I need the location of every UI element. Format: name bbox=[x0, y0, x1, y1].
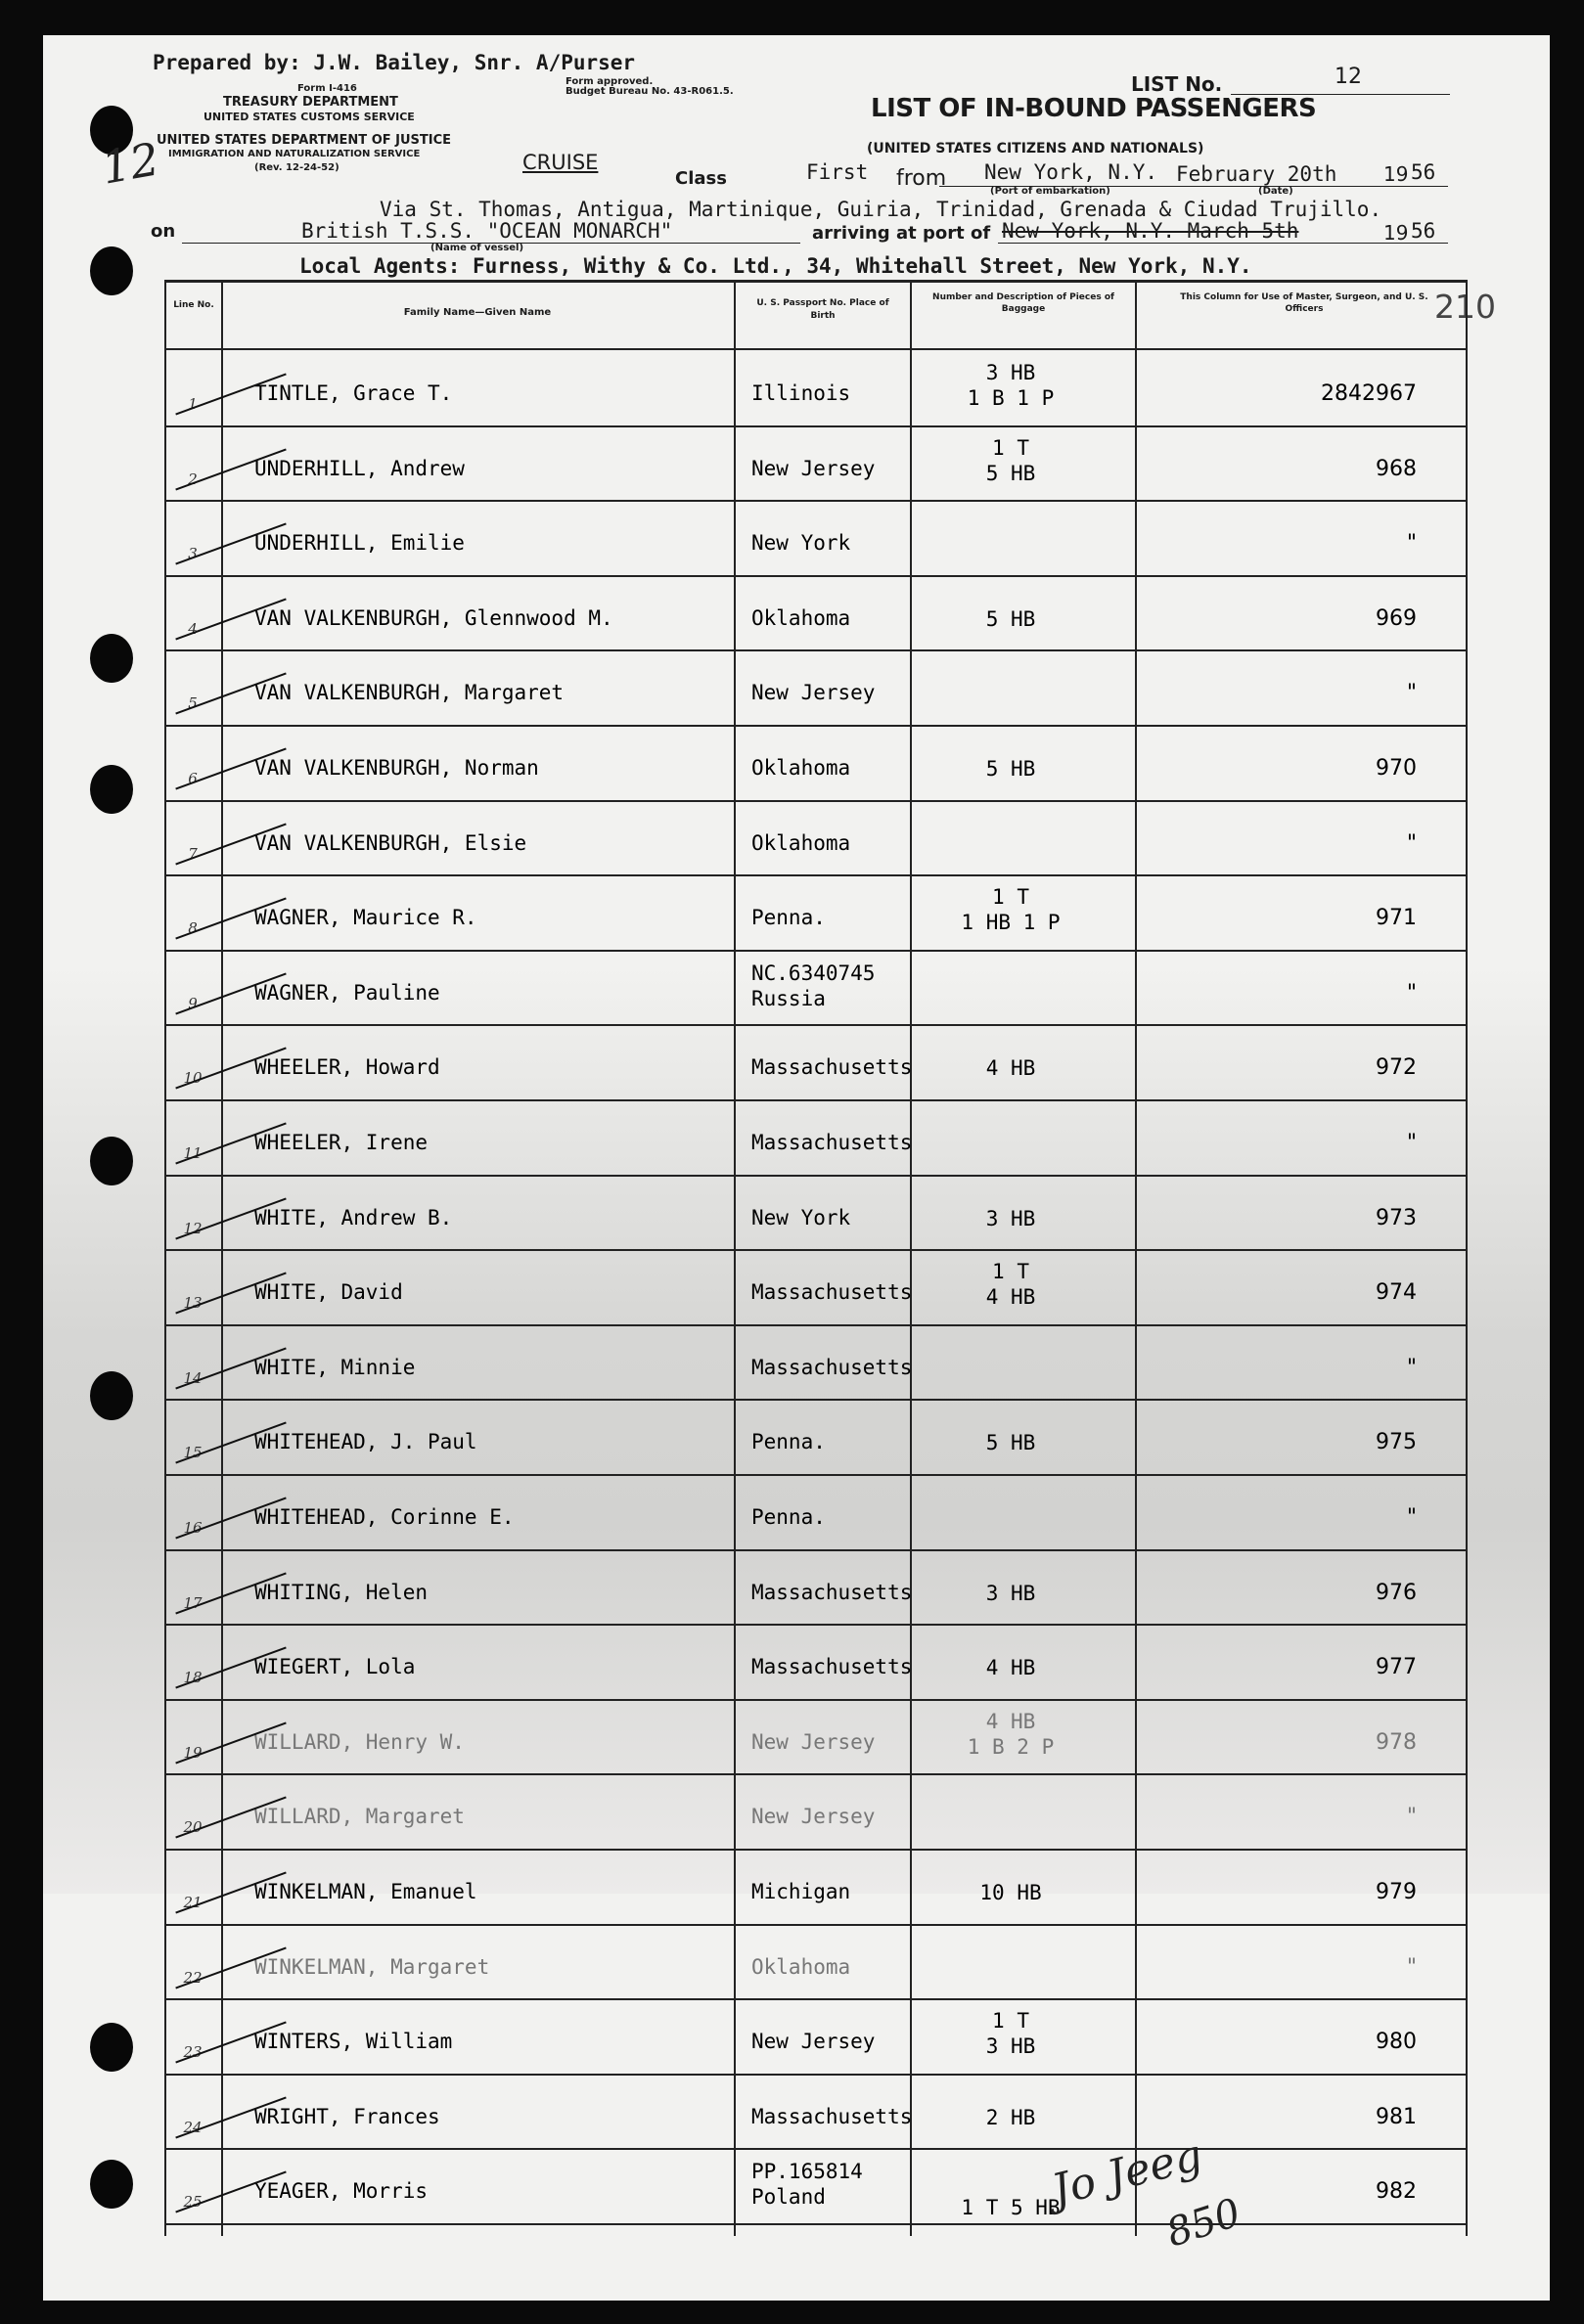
baggage: 1 T 5 HB bbox=[961, 2196, 1061, 2220]
table-row bbox=[164, 1175, 1468, 1252]
officer-number: " bbox=[1406, 1355, 1417, 1380]
passenger-name: WHITEHEAD, J. Paul bbox=[254, 1430, 477, 1454]
passenger-name: WHITE, Andrew B. bbox=[254, 1205, 453, 1229]
baggage-line-1: 1 T bbox=[992, 435, 1029, 460]
place-of-birth: Penna. bbox=[751, 1430, 826, 1454]
passenger-name: WHITING, Helen bbox=[254, 1580, 429, 1604]
arrival-year-prefix: 19 bbox=[1383, 221, 1409, 245]
place-of-birth: New Jersey bbox=[751, 456, 876, 480]
place-of-birth: New York bbox=[751, 531, 851, 556]
table-row bbox=[164, 1024, 1468, 1101]
place-of-birth: Penna. bbox=[751, 906, 826, 930]
passenger-name: WINKELMAN, Emanuel bbox=[254, 1880, 477, 1903]
place-of-birth: Oklahoma bbox=[751, 605, 851, 630]
place-of-birth: New Jersey bbox=[751, 2030, 876, 2054]
arrival-year: 56 bbox=[1411, 219, 1436, 243]
place-of-birth: New York bbox=[751, 1205, 851, 1229]
year-prefix: 19 bbox=[1383, 162, 1409, 186]
passport-number: NC.6340745 bbox=[751, 961, 876, 985]
place-of-birth: New Jersey bbox=[751, 1805, 876, 1829]
table-row bbox=[164, 500, 1468, 577]
punch-hole bbox=[90, 246, 133, 295]
col-line-no: Line No. bbox=[173, 300, 214, 310]
passenger-name: WILLARD, Henry W. bbox=[254, 1729, 465, 1754]
passenger-name: TINTLE, Grace T. bbox=[254, 381, 453, 405]
officer-number: 970 bbox=[1376, 756, 1417, 781]
baggage: 5 HB bbox=[985, 757, 1036, 781]
passenger-name: WHITE, David bbox=[254, 1280, 403, 1305]
place-of-birth: Oklahoma bbox=[751, 830, 851, 855]
table-row bbox=[164, 1773, 1468, 1851]
officer-number: " bbox=[1406, 1954, 1417, 1980]
passenger-table bbox=[164, 280, 1468, 2236]
immigration-service: IMMIGRATION AND NATURALIZATION SERVICE bbox=[168, 149, 421, 159]
table-row bbox=[164, 1849, 1468, 1926]
passenger-name: WHITE, Minnie bbox=[254, 1355, 416, 1379]
baggage: 4 HB bbox=[985, 1656, 1036, 1680]
table-row bbox=[164, 950, 1468, 1027]
punch-hole bbox=[90, 2023, 133, 2072]
place-of-birth: Massachusetts bbox=[751, 1655, 913, 1679]
punch-hole bbox=[90, 1137, 133, 1185]
passenger-name: WINTERS, William bbox=[254, 2030, 453, 2054]
passenger-name: VAN VALKENBURGH, Margaret bbox=[254, 681, 565, 705]
passenger-name: WRIGHT, Frances bbox=[254, 2104, 440, 2128]
customs-service: UNITED STATES CUSTOMS SERVICE bbox=[204, 111, 415, 123]
table-row bbox=[164, 575, 1468, 652]
punch-hole bbox=[90, 2160, 133, 2209]
baggage: 3 HB bbox=[985, 1206, 1036, 1230]
place-of-birth: Massachusetts bbox=[751, 1580, 913, 1604]
passenger-name: YEAGER, Morris bbox=[254, 2179, 429, 2204]
line-number: 11 bbox=[183, 1144, 203, 1162]
col-passport: U. S. Passport No. Place of Birth bbox=[756, 298, 889, 321]
table-row bbox=[164, 800, 1468, 877]
form-number: Form I-416 bbox=[297, 83, 357, 94]
line-number: 22 bbox=[183, 1968, 203, 1987]
baggage-line-2: 1 HB 1 P bbox=[961, 911, 1061, 935]
passenger-name: WINKELMAN, Margaret bbox=[254, 1954, 490, 1979]
baggage: 4 HB bbox=[985, 1056, 1036, 1081]
line-number: 12 bbox=[183, 1219, 203, 1237]
table-row bbox=[164, 1474, 1468, 1551]
baggage-line-1: 1 T bbox=[992, 1260, 1029, 1284]
table-row bbox=[164, 1249, 1468, 1326]
handwritten-note: 850 bbox=[1160, 2190, 1246, 2257]
vessel-name: British T.S.S. "OCEAN MONARCH" bbox=[301, 219, 673, 243]
officer-number: " bbox=[1406, 531, 1417, 557]
line-number: 10 bbox=[183, 1069, 203, 1088]
depart-year: 56 bbox=[1411, 160, 1436, 184]
table-row bbox=[164, 874, 1468, 952]
table-row bbox=[164, 1399, 1468, 1476]
arriving-label: arriving at port of bbox=[812, 223, 991, 244]
line-number: 20 bbox=[183, 1818, 203, 1837]
line-number: 2 bbox=[188, 469, 198, 488]
officer-number: 981 bbox=[1376, 2104, 1417, 2129]
table-row bbox=[164, 725, 1468, 802]
line-number: 17 bbox=[183, 1593, 203, 1612]
from-port: New York, N.Y. bbox=[984, 160, 1158, 184]
table-row bbox=[164, 425, 1468, 503]
col-officers: This Column for Use of Master, Surgeon, and U. S. Officers bbox=[1180, 292, 1428, 314]
baggage-line-1: 3 HB bbox=[985, 361, 1036, 384]
from-label: from bbox=[896, 166, 947, 191]
margin-number: 12 bbox=[97, 132, 163, 195]
table-row bbox=[164, 649, 1468, 727]
passenger-name: WIEGERT, Lola bbox=[254, 1655, 416, 1679]
table-row bbox=[164, 350, 1468, 427]
officer-number: 977 bbox=[1376, 1655, 1417, 1680]
table-row bbox=[164, 1699, 1468, 1776]
line-number: 25 bbox=[183, 2193, 203, 2212]
baggage-line-2: 5 HB bbox=[985, 461, 1036, 485]
passenger-name: VAN VALKENBURGH, Glennwood M. bbox=[254, 605, 613, 630]
page-subtitle: (UNITED STATES CITIZENS AND NATIONALS) bbox=[867, 141, 1204, 156]
place-of-birth: New Jersey bbox=[751, 681, 876, 705]
baggage: 3 HB bbox=[985, 1581, 1036, 1605]
officer-number: 982 bbox=[1376, 2179, 1417, 2205]
line-number: 3 bbox=[188, 545, 198, 563]
passenger-name: WHEELER, Irene bbox=[254, 1131, 429, 1154]
handwritten-signature: Jo Jeeg bbox=[1047, 2129, 1207, 2216]
place-of-birth: Oklahoma bbox=[751, 756, 851, 780]
vessel-note: (Name of vessel) bbox=[430, 243, 524, 253]
line-number: 7 bbox=[188, 844, 198, 863]
officer-number: 975 bbox=[1376, 1430, 1417, 1455]
officer-number: 971 bbox=[1376, 906, 1417, 931]
officer-number: 979 bbox=[1376, 1880, 1417, 1904]
baggage: 5 HB bbox=[985, 1431, 1036, 1455]
list-no-label: LIST No. bbox=[1131, 72, 1223, 96]
officer-number: " bbox=[1406, 980, 1417, 1006]
table-row bbox=[164, 2148, 1468, 2225]
officer-number: 968 bbox=[1376, 456, 1417, 481]
officer-number: 980 bbox=[1376, 2030, 1417, 2055]
passenger-name: WHITEHEAD, Corinne E. bbox=[254, 1505, 515, 1529]
line-number: 24 bbox=[183, 2118, 203, 2136]
cruise-label: CRUISE bbox=[522, 151, 599, 174]
baggage: 5 HB bbox=[985, 606, 1036, 631]
place-of-birth: Massachusetts bbox=[751, 1280, 913, 1305]
table-row bbox=[164, 1924, 1468, 2001]
passenger-name: WAGNER, Maurice R. bbox=[254, 906, 477, 930]
officer-number: " bbox=[1406, 681, 1417, 706]
place-of-birth: Penna. bbox=[751, 1505, 826, 1529]
budget-bureau: Budget Bureau No. 43-R061.5. bbox=[566, 86, 734, 97]
baggage-line-2: 4 HB bbox=[985, 1285, 1036, 1310]
punch-hole bbox=[90, 634, 133, 683]
line-number: 13 bbox=[183, 1294, 203, 1313]
table-row bbox=[164, 1998, 1468, 2076]
table-row bbox=[164, 1324, 1468, 1402]
line-number: 5 bbox=[188, 694, 198, 713]
officer-number: " bbox=[1406, 1131, 1417, 1155]
line-number: 19 bbox=[183, 1743, 203, 1762]
place-of-birth: Massachusetts bbox=[751, 2104, 913, 2128]
place-of-birth: Poland bbox=[751, 2185, 826, 2210]
line-number: 14 bbox=[183, 1368, 203, 1387]
col-name: Family Name—Given Name bbox=[403, 307, 552, 318]
passenger-name: WHEELER, Howard bbox=[254, 1055, 440, 1080]
place-of-birth: Massachusetts bbox=[751, 1355, 913, 1379]
place-of-birth: Russia bbox=[751, 986, 826, 1010]
table-row bbox=[164, 1624, 1468, 1701]
baggage-line-1: 4 HB bbox=[985, 1709, 1036, 1733]
line-number: 23 bbox=[183, 2043, 203, 2062]
table-row bbox=[164, 1099, 1468, 1177]
officer-number: " bbox=[1406, 1505, 1417, 1530]
baggage: 2 HB bbox=[985, 2105, 1036, 2129]
place-of-birth: Oklahoma bbox=[751, 1954, 851, 1979]
class-value: First bbox=[806, 160, 869, 184]
local-agents: Local Agents: Furness, Withy & Co. Ltd., 34, Whitehall Street, New York, N.Y. bbox=[299, 254, 1252, 278]
passenger-name: WILLARD, Margaret bbox=[254, 1805, 465, 1829]
line-number: 6 bbox=[188, 770, 198, 787]
list-no-value: 12 bbox=[1335, 65, 1362, 89]
place-of-birth: Michigan bbox=[751, 1880, 851, 1903]
arrival-port: New York, N.Y. March 5th bbox=[1002, 219, 1299, 243]
line-number: 21 bbox=[183, 1894, 203, 1911]
passenger-name: VAN VALKENBURGH, Elsie bbox=[254, 830, 527, 855]
line-number: 1 bbox=[188, 395, 198, 413]
officer-number: " bbox=[1406, 830, 1417, 856]
baggage-line-1: 1 T bbox=[992, 2009, 1029, 2034]
passenger-name: UNDERHILL, Emilie bbox=[254, 531, 465, 556]
line-number: 15 bbox=[183, 1444, 203, 1462]
page-number: 210 bbox=[1434, 288, 1496, 326]
revision: (Rev. 12-24-52) bbox=[254, 162, 339, 173]
prepared-by: Prepared by: J.W. Bailey, Snr. A/Purser bbox=[153, 51, 636, 74]
depart-date: February 20th bbox=[1176, 162, 1337, 186]
officer-number: 969 bbox=[1376, 605, 1417, 631]
place-of-birth: New Jersey bbox=[751, 1729, 876, 1754]
passport-number: PP.165814 bbox=[751, 2160, 863, 2184]
date-note: (Date) bbox=[1258, 186, 1293, 197]
col-baggage: Number and Description of Pieces of Baggage bbox=[932, 292, 1114, 314]
officer-number: 978 bbox=[1376, 1729, 1417, 1755]
officer-number: 974 bbox=[1376, 1280, 1417, 1306]
page-title: LIST OF IN-BOUND PASSENGERS bbox=[871, 94, 1317, 123]
officer-number: 972 bbox=[1376, 1055, 1417, 1081]
department-of-justice: UNITED STATES DEPARTMENT OF JUSTICE bbox=[157, 133, 452, 148]
place-of-birth: Massachusetts bbox=[751, 1131, 913, 1154]
baggage: 10 HB bbox=[979, 1881, 1042, 1904]
officer-number: 2842967 bbox=[1321, 381, 1417, 406]
baggage-line-2: 1 B 1 P bbox=[967, 386, 1055, 410]
class-label: Class bbox=[675, 168, 727, 189]
place-of-birth: Massachusetts bbox=[751, 1055, 913, 1080]
line-number: 8 bbox=[188, 919, 198, 938]
treasury-department: TREASURY DEPARTMENT bbox=[223, 95, 398, 110]
passenger-name: WAGNER, Pauline bbox=[254, 980, 440, 1005]
embarkation-note: (Port of embarkation) bbox=[990, 186, 1110, 197]
passenger-name: UNDERHILL, Andrew bbox=[254, 456, 465, 480]
line-number: 9 bbox=[188, 994, 198, 1012]
form-approved: Form approved. bbox=[566, 76, 654, 87]
baggage-line-2: 1 B 2 P bbox=[967, 1734, 1055, 1759]
on-label: on bbox=[151, 221, 176, 242]
baggage-line-1: 1 T bbox=[992, 885, 1029, 910]
baggage-line-2: 3 HB bbox=[985, 2034, 1036, 2059]
line-number: 18 bbox=[183, 1669, 203, 1687]
place-of-birth: Illinois bbox=[751, 381, 851, 405]
officer-number: 976 bbox=[1376, 1580, 1417, 1605]
line-number: 4 bbox=[188, 619, 198, 638]
table-row bbox=[164, 2074, 1468, 2151]
via-ports: Via St. Thomas, Antigua, Martinique, Guiria, Trinidad, Grenada & Ciudad Trujillo. bbox=[380, 198, 1382, 221]
punch-hole bbox=[90, 765, 133, 814]
punch-hole bbox=[90, 1371, 133, 1420]
officer-number: 973 bbox=[1376, 1205, 1417, 1230]
passenger-name: VAN VALKENBURGH, Norman bbox=[254, 756, 539, 780]
officer-number: " bbox=[1406, 1805, 1417, 1830]
table-row bbox=[164, 1549, 1468, 1627]
line-number: 16 bbox=[183, 1519, 203, 1537]
